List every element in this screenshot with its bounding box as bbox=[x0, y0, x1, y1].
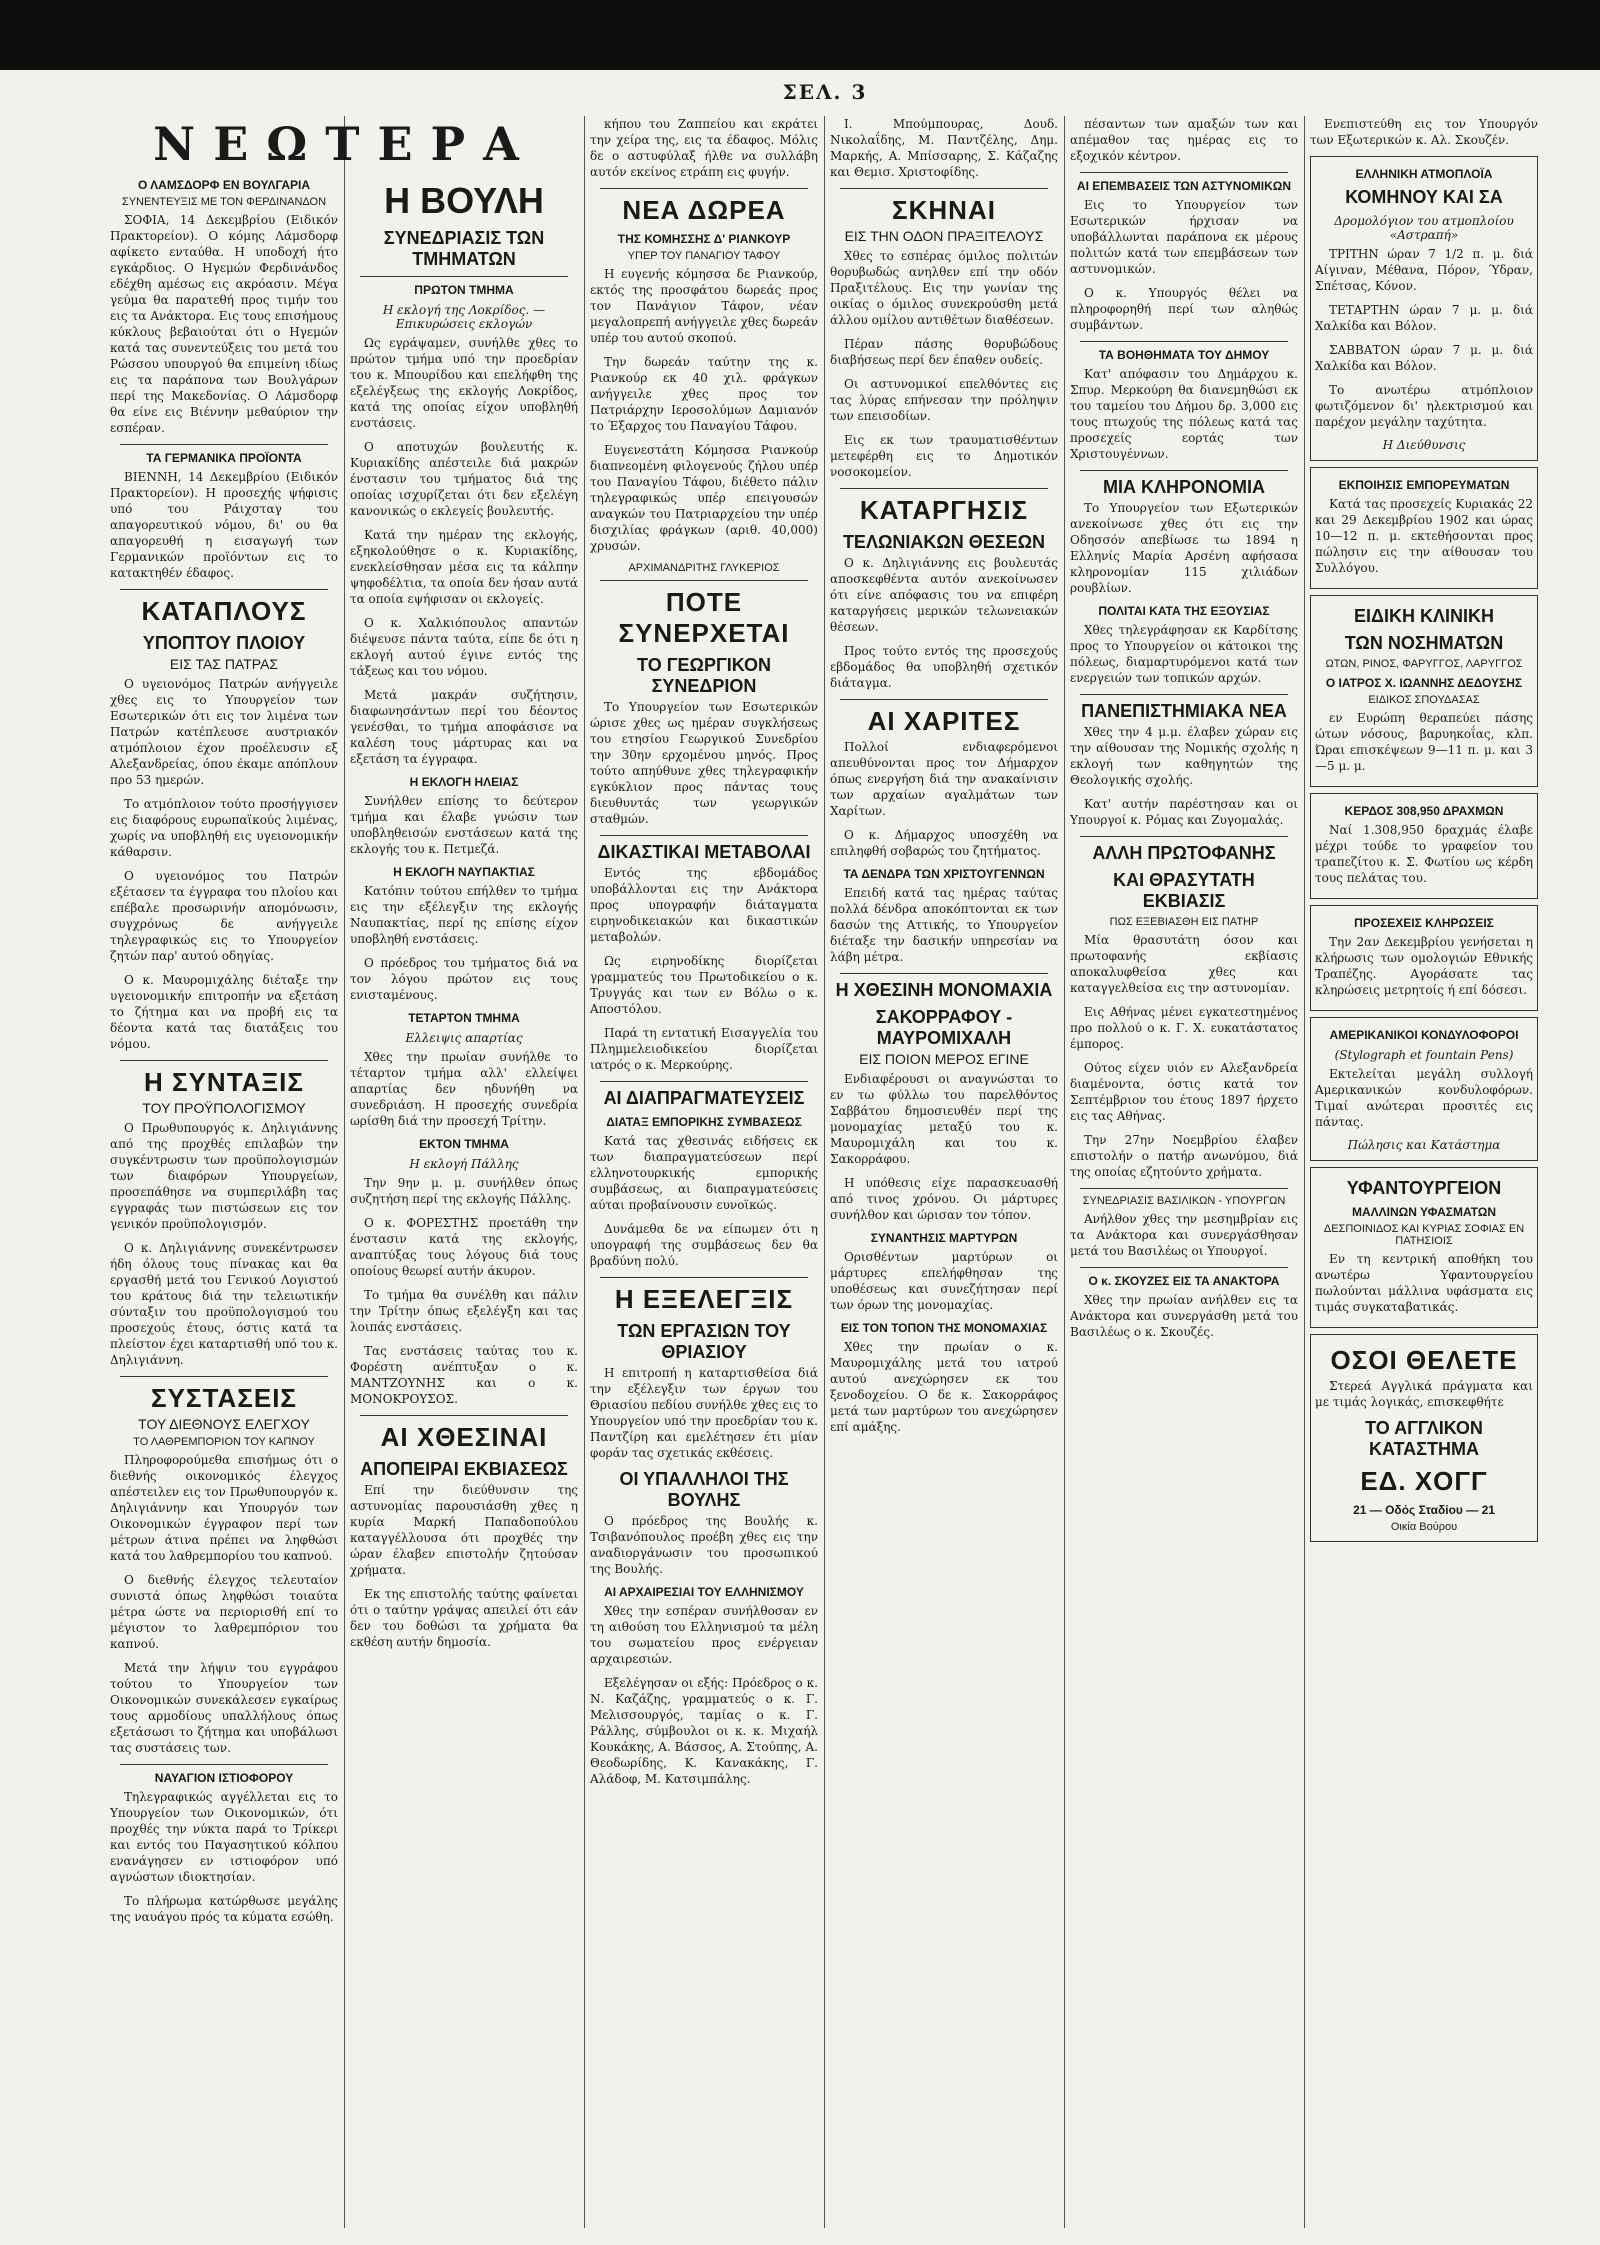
article-text: Παρά τη εντατική Εισαγγελία του Πλημμελειοδικείου διορίζεται ιατρός ο κ. Μερκούρης. bbox=[590, 1026, 818, 1072]
ad-steamship bbox=[1310, 156, 1538, 461]
headline: ΜΙΑ ΚΛΗΡΟΝΟΜΙΑ bbox=[1103, 477, 1265, 497]
article-text: Ορισθέντων μαρτύρων οι μάρτυρες επελήφθησαν της υποθέσεως και συνεζήτησαν περί των όρων της μονομαχίας. bbox=[830, 1250, 1058, 1312]
divider bbox=[120, 1764, 328, 1765]
ad-heading: ΟΣΟΙ ΘΕΛΕΤΕ bbox=[1330, 1345, 1518, 1375]
column-3 bbox=[590, 116, 818, 2228]
section-heading: ΕΚΤΟΝ ΤΜΗΜΑ bbox=[419, 1137, 509, 1151]
article-text: Τηλεγραφικώς αγγέλλεται εις το Υπουργείον των Οικονομικών, ότι προχθές την νύκτα παρά το Τρίκερι και εντός του Παγασητικού κόλπου ενανάγησεν εν ιστιοφόρον υπό αγνώστων ιδιοκτησίαν. bbox=[110, 1790, 338, 1884]
divider bbox=[840, 973, 1048, 974]
headline: ΚΑΤΑΡΓΗΣΙΣ bbox=[859, 495, 1029, 525]
subheadline: ΤΩΝ ΕΡΓΑΣΙΩΝ ΤΟΥ ΘΡΙΑΣΙΟΥ bbox=[617, 1321, 791, 1362]
article-text: Μετά μακράν συζήτησιν, διαφωνησάντων περί του δέοντος γενέσθαι, το τμήμα αποφάσισε να καλέση τους μάρτυρας και να εξετάση τα έγγραφα. bbox=[350, 688, 578, 766]
article-text: Εις εκ των τραυματισθέντων μετεφέρθη εις το Δημοτικόν νοσοκομείον. bbox=[830, 433, 1058, 479]
masthead: ΝΕΩΤΕΡΑ bbox=[153, 117, 537, 171]
ad-heading: ΕΙΔΙΚΗ ΚΛΙΝΙΚΗ bbox=[1354, 606, 1494, 626]
divider bbox=[600, 1081, 808, 1082]
headline: ΤΑ ΔΕΝΔΡΑ ΤΩΝ ΧΡΙΣΤΟΥΓΕΝΝΩΝ bbox=[843, 867, 1045, 881]
ad-lottery bbox=[1310, 905, 1538, 1011]
ad-heading: ΚΟΜΗΝΟΥ ΚΑΙ ΣΑ bbox=[1345, 187, 1503, 207]
subheadline: ΣΑΚΟΡΡΑΦΟΥ - ΜΑΥΡΟΜΙΧΑΛΗ bbox=[875, 1007, 1013, 1048]
subheadline: ΣΥΝΕΔΡΙΑΣΙΣ ΤΩΝ ΤΜΗΜΑΤΩΝ bbox=[383, 228, 545, 269]
article-text: ΣΟΦΙΑ, 14 Δεκεμβρίου (Ειδικόν Πρακτορείον). Ο κόμης Λάμσδορφ αφίκετο ενταύθα. Η υποδοχή ήτο εγκάρδιος. Ο Ηγεμών Φερδινάνδος εδέχθη αμέσως εις ακρόασιν. Μέγα γεύμα θα παρατεθή προς τιμήν του εις τα Ανάκτορα. Εις τους επισήμους κύκλους βεβαιούται ότι ο Ηγεμών κατά τας συνεντεύξεις του μετά του Ρώσσου υπουργού θα επιμείνη ιδίως εις τα παράπονα των Βουλγάρων περί της Μακεδονίας. Ο Λάμσδορφ θα είνε εις Βιέννην μεθαύριον την εσπέραν. bbox=[110, 213, 338, 435]
divider bbox=[1080, 470, 1288, 471]
column-2 bbox=[350, 174, 578, 2228]
section-heading: ΤΕΤΑΡΤΟΝ ΤΜΗΜΑ bbox=[408, 1011, 520, 1025]
headline: Η ΒΟΥΛΗ bbox=[384, 180, 544, 221]
ad-subheading: Δρομολόγιον του ατμοπλοίου «Αστραπή» bbox=[1334, 214, 1514, 242]
article-text: Χθες την εσπέραν συνήλθοσαν εν τη αιθούση του Ελληνισμού τα μέλη του σωματείου προς ενέργειαν αρχαιρεσιών. bbox=[590, 1604, 818, 1666]
ad-text: Στερεά Αγγλικά πράγματα και με τιμάς λογικάς, επισκεφθήτε bbox=[1315, 1379, 1533, 1409]
article-text: Ενδιαφέρουσι οι αναγνώσται το εν τω φύλλω του παρελθόντος Σαββάτου δημοσιευθέν περί της μονομαχίας μεταξύ του κ. Μαυρομιχάλη και του κ. Σακορράφου. bbox=[830, 1072, 1058, 1166]
article-text: Ο κ. ΦΟΡΕΣΤΗΣ προετάθη την ένστασιν κατά της εκλογής, αναπτύξας τους λόγους διά τους οποίους θεωρεί αυτήν άκυρον. bbox=[350, 1216, 578, 1278]
subheadline: ΚΑΙ ΘΡΑΣΥΤΑΤΗ ΕΚΒΙΑΣΙΣ bbox=[1113, 870, 1255, 911]
article-text: Το ατμόπλοιον τούτο προσήγγισεν εις διαφόρους ευρωπαϊκούς λιμένας, χωρίς να υποβληθή εις υγειονομικήν κάθαρσιν. bbox=[110, 797, 338, 859]
ad-text: Την 2αν Δεκεμβρίου γενήσεται η κλήρωσις των ομολογιών Εθνικής Τραπέζης. Αγοράσατε τας κληρώσεις μετρητοίς ή επί δόσεσι. bbox=[1315, 935, 1533, 997]
divider bbox=[1080, 694, 1288, 695]
headline: ΑΙ ΑΡΧΑΙΡΕΣΙΑΙ ΤΟΥ ΕΛΛΗΝΙΣΜΟΥ bbox=[604, 1585, 804, 1599]
subheadline: ΑΠΟΠΕΙΡΑΙ ΕΚΒΙΑΣΕΩΣ bbox=[360, 1459, 568, 1479]
headline: ΟΙ ΥΠΑΛΛΗΛΟΙ ΤΗΣ ΒΟΥΛΗΣ bbox=[619, 1469, 789, 1510]
page-number: ΣΕΛ. 3 bbox=[782, 80, 868, 104]
article-text: Δυνάμεθα δε να είπωμεν ότι η υπογραφή της συμβάσεως δεν θα βραδύνη πολύ. bbox=[590, 1222, 818, 1268]
divider bbox=[600, 580, 808, 581]
headline: ΠΑΝΕΠΙΣΤΗΜΙΑΚΑ ΝΕΑ bbox=[1081, 701, 1287, 721]
divider bbox=[1080, 1267, 1288, 1268]
ad-pens bbox=[1310, 1017, 1538, 1161]
ad-text: Εν τη κεντρική αποθήκη του ανωτέρω Υφαντουργείου πωλούνται μάλλινα υφάσματα εις τιμάς συγκαταβατικάς. bbox=[1315, 1252, 1533, 1314]
article-text: Μία θρασυτάτη όσον και πρωτοφανής εκβίασις αποκαλυφθείσα χθες και καταγγελθείσα εις την αστυνομίαν. bbox=[1070, 933, 1298, 995]
signature: ΑΡΧΙΜΑΝΔΡΙΤΗΣ ΓΛΥΚΕΡΙΟΣ bbox=[628, 562, 780, 574]
headline: ΑΛΛΗ ΠΡΩΤΟΦΑΝΗΣ bbox=[1092, 843, 1276, 863]
ad-heading: ΠΡΟΣΕΧΕΙΣ ΚΛΗΡΩΣΕΙΣ bbox=[1354, 916, 1494, 930]
divider bbox=[120, 589, 328, 590]
article-text: Το Υπουργείον των Εσωτερικών ώρισε χθες ως ημέραν συγκλήσεως του ετησίου Γεωργικού Συνεδρίου την 30ην ερχομένου μηνός. Προς τούτο απηύθυνε χθες τηλεγραφικήν εγκύκλιον προς πάντας τους διευθυντάς των γεωργικών σταθμών. bbox=[590, 700, 818, 826]
divider bbox=[600, 835, 808, 836]
subheadline: ΕΙΣ ΤΑΣ ΠΑΤΡΑΣ bbox=[169, 656, 279, 672]
column-rule bbox=[344, 116, 345, 2228]
article-text: Πολλοί ενδιαφερόμενοι απευθύνονται προς τον Δήμαρχον όπως ενεργήση διά την ανακαίνισιν των αρχαίων αγαλμάτων των Χαρίτων. bbox=[830, 740, 1058, 818]
subheadline: ΤΟΥ ΔΙΕΘΝΟΥΣ ΕΛΕΓΧΟΥ bbox=[138, 1416, 310, 1432]
article-text: Την δωρεάν ταύτην της κ. Ριανκούρ εκ 40 χιλ. φράγκων ανήγγειλε χθες προς τον Πατριάρχην Ιεροσολύμων Δαμιανόν το Έξαρχος του Παναγίου Τάφου. bbox=[590, 355, 818, 433]
headline: ΣΚΗΝΑΙ bbox=[892, 195, 996, 225]
article-text: Την 27ην Νοεμβρίου έλαβεν επιστολήν ο πατήρ ανωνύμου, διά της οποίας εζητούντο χρήματα. bbox=[1070, 1133, 1298, 1179]
ad-signature: Πώλησις και Κατάστημα bbox=[1347, 1138, 1501, 1152]
ad-text: ΤΡΙΤΗΝ ώραν 7 1/2 π. μ. διά Αίγιναν, Μέθανα, Πόρον, Ύδραν, Σπέτσας, Κόνον. bbox=[1315, 247, 1533, 293]
article-text: πέσαντων των αμαξών των και απέμαθον τας ημέρας εις το εξοχικόν κέντρον. bbox=[1070, 117, 1298, 163]
column-rule bbox=[1304, 116, 1305, 2228]
divider bbox=[360, 276, 568, 277]
article-text: Η υπόθεσις είχε παρασκευασθή από τινος χρόνου. Οι μάρτυρες συνήλθον και ώρισαν τον τόπον. bbox=[830, 1176, 1058, 1222]
article-text: Ο Πρωθυπουργός κ. Δηλιγιάννης από της προχθές επιλαβών την συγκέντρωσιν των προϋπολογισμών των διαφόρων Υπουργείων, προσεπάθησε να συμπεριλάβη τας εγγραφάς των πιστώσεων εις τον γενικόν προϋπολογισμόν. bbox=[110, 1121, 338, 1231]
article-text: Ο κ. Δηλιγιάννης συνεκέντρωσεν ήδη όλους τους πίνακας και θα εργασθή μετά του Γενικού Λογιστού του κράτους διά την τελειωτικήν σύνταξιν του προϋπολογισμού του προσεχούς έτους, όστις κατά τα πλείστον έχει καταρτισθή υπό του κ. Δηλιγιάννη. bbox=[110, 1241, 338, 1367]
subheadline: ΤΕΛΩΝΙΑΚΩΝ ΘΕΣΕΩΝ bbox=[842, 532, 1046, 552]
ad-subheading: ΕΙΔΙΚΟΣ ΣΠΟΥΔΑΣΑΣ bbox=[1368, 694, 1480, 706]
ad-english-shop bbox=[1310, 1334, 1538, 1542]
ad-heading: ΕΛΛΗΝΙΚΗ ΑΤΜΟΠΛΟΪΑ bbox=[1355, 167, 1493, 181]
column-4 bbox=[830, 116, 1058, 2228]
divider bbox=[840, 488, 1048, 489]
section-heading: ΕΙΣ ΤΟΝ ΤΟΠΟΝ ΤΗΣ ΜΟΝΟΜΑΧΙΑΣ bbox=[840, 1321, 1048, 1335]
article-text: Ι. Μπούμπουρας, Δουδ. Νικολαΐδης, Μ. Παντζέλης, Δημ. Μαρκής, Α. Μπίσσαρης, Σ. Κάζαζης και Θεμισ. Χριστοφίδης. bbox=[830, 117, 1058, 179]
subheadline: ΕΙΣ ΤΗΝ ΟΔΟΝ ΠΡΑΞΙΤΕΛΟΥΣ bbox=[844, 228, 1044, 244]
article-text: Προς τούτο εντός της προσεχούς εβδομάδος θα υποβληθή σχετικόν διάταγμα. bbox=[830, 644, 1058, 690]
subheadline: ΤΟΥ ΠΡΟΫΠΟΛΟΓΙΣΜΟΥ bbox=[142, 1100, 306, 1116]
article-text: Κατόπιν τούτου επήλθεν το τμήμα εις την εξέλεγξιν της εκλογής Ναυπακτίας, περί ης επίσης είχον υποβληθή ενστάσεις. bbox=[350, 884, 578, 946]
article-text: Ο κ. Δηλιγιάννης εις βουλευτάς αποσκεφθέντα αυτόν ανεκοίνωσεν ότι είνε απόφασις του να επιφέρη καταργήσεις μερικών τελωνειακών θέσεων. bbox=[830, 556, 1058, 634]
ad-subheading: Ο ΙΑΤΡΟΣ Χ. ΙΩΑΝΝΗΣ ΔΕΔΟΥΣΗΣ bbox=[1325, 676, 1523, 690]
ad-heading: ΥΦΑΝΤΟΥΡΓΕΙΟΝ bbox=[1346, 1178, 1502, 1198]
ad-heading: ΕΔ. ΧΟΓΓ bbox=[1360, 1466, 1488, 1496]
ad-subheading: ΩΤΩΝ, ΡΙΝΟΣ, ΦΑΡΥΓΓΟΣ, ΛΑΡΥΓΓΟΣ bbox=[1325, 658, 1523, 670]
article-text: Ο διεθνής έλεγχος τελευταίον συνιστά όπως ληφθώσι τοιαύτα μέτρα ώστε να περιορισθή επί το μέγιστον το λαθρεμπόριον του καπνού. bbox=[110, 1573, 338, 1651]
divider bbox=[120, 1060, 328, 1061]
article-text: Ο κ. Χαλκιόπουλος απαντών διέψευσε πάντα ταύτα, είπε δε ότι η εκλογή αυτού έγινε εντός της τάξεως και του νόμου. bbox=[350, 616, 578, 678]
subheadline: ΥΠΟΠΤΟΥ ΠΛΟΙΟΥ bbox=[142, 633, 306, 653]
headline: Η ΣΥΝΤΑΞΙΣ bbox=[143, 1067, 304, 1097]
article-text: Το Υπουργείον των Εξωτερικών ανεκοίνωσε χθες ότι εις την Οδησσόν απεβίωσε τω 1894 η Ελληνίς Μαρία Αρσένη αφήσασα κληρονομίαν 115 χιλιάδων ρουβλίων. bbox=[1070, 501, 1298, 595]
article-text: Ως εγράψαμεν, συνήλθε χθες το πρώτον τμήμα υπό την προεδρίαν του κ. Μπουρίδου και επελήφθη της εξελέγξεως της εκλογής Λοκρίδος, κατά της οποίας είχον υποβληθή ενστάσεις. bbox=[350, 336, 578, 430]
ad-text: Εκτελείται μεγάλη συλλογή Αμερικανικών κονδυλοφόρων. Τιμαί ανώτεραι προσιτές εις πάντας. bbox=[1315, 1067, 1533, 1129]
article-text: Τας ενστάσεις ταύτας του κ. Φορέστη ανέπτυξαν ο κ. ΜΑΝΤΖΟΥΝΗΣ και ο κ. ΜΟΝΟΚΡΟΥΣΟΣ. bbox=[350, 1344, 578, 1406]
article-text: Η ευγενής κόμησσα δε Ριανκούρ, εκτός της προσφάτου δωρεάς προς τον Πανάγιον Τάφον, νέαν μεγαλοπρεπή ανήγγειλε χθες δωρεάν υπέρ του αυτού σκοπού. bbox=[590, 267, 818, 345]
subheadline: ΠΩΣ ΕΞΕΒΙΑΣΘΗ ΕΙΣ ΠΑΤΗΡ bbox=[1109, 916, 1259, 928]
section-heading: Η ΕΚΛΟΓΗ ΝΑΥΠΑΚΤΙΑΣ bbox=[393, 865, 535, 879]
ad-profit bbox=[1310, 793, 1538, 899]
ad-clinic bbox=[1310, 595, 1538, 787]
headline: ΠΟΤΕ ΣΥΝΕΡΧΕΤΑΙ bbox=[618, 587, 790, 648]
headline: ΝΕΑ ΔΩΡΕΑ bbox=[622, 195, 786, 225]
article-text: Πληροφορούμεθα επισήμως ότι ο διεθνής οικονομικός έλεγχος απέστειλεν εις τον Πρωθυπουργόν κ. Δηλιγιάννην και Υπουργόν των Οικονομικών έγγραφον περί των μέτρων άτινα πρέπει να ληφθώσι κατά του λαθρεμπορίου του καπνού. bbox=[110, 1453, 338, 1563]
ad-text: Κατά τας προσεχείς Κυριακάς 22 και 29 Δεκεμβρίου 1902 και ώρας 10—12 π. μ. εκτεθήσονται προς πώλησιν εις την αίθουσαν του Συλλόγου. bbox=[1315, 497, 1533, 575]
ad-heading: ΑΜΕΡΙΚΑΝΙΚΟΙ ΚΟΝΔΥΛΟΦΟΡΟΙ bbox=[1329, 1028, 1519, 1042]
headline: ΑΙ ΧΑΡΙΤΕΣ bbox=[867, 706, 1021, 736]
article-text: Ο κ. Υπουργός θέλει να πληροφορηθή περί των αληθώς συμβάντων. bbox=[1070, 286, 1298, 332]
headline: ΣΥΣΤΑΣΕΙΣ bbox=[150, 1383, 298, 1413]
divider bbox=[120, 444, 328, 445]
ad-heading: ΤΩΝ ΝΟΣΗΜΑΤΩΝ bbox=[1344, 633, 1504, 653]
article-text: Πέραν πάσης θορυβώδους διαβήσεως περί δεν έπαθεν ουδείς. bbox=[830, 337, 1058, 367]
headline: ΚΑΤΑΠΛΟΥΣ bbox=[141, 596, 307, 626]
headline: ΑΙ ΔΙΑΠΡΑΓΜΑΤΕΥΣΕΙΣ bbox=[603, 1088, 805, 1108]
divider bbox=[360, 1415, 568, 1416]
subheadline: ΤΗΣ ΚΟΜΗΣΣΗΣ Δ' ΡΙΑΝΚΟΥΡ bbox=[617, 232, 791, 246]
headline: Η ΧΘΕΣΙΝΗ ΜΟΝΟΜΑΧΙΑ bbox=[835, 980, 1053, 1000]
column-rule bbox=[824, 116, 825, 2228]
section-subheading: Ελλειψις απαρτίας bbox=[405, 1031, 523, 1045]
ad-heading: ΕΚΠΟΙΗΣΙΣ ΕΜΠΟΡΕΥΜΑΤΩΝ bbox=[1338, 478, 1510, 492]
article-text: κήπου του Ζαππείου και εκράτει την χείρα της, εις τα έδαφος. Μόλις δε ο αστυφύλαξ ήλθε να συλλάβη αυτόν εκείνος ετράπη εις φυγήν. bbox=[590, 117, 818, 179]
divider bbox=[600, 188, 808, 189]
article-text: Ο πρόεδρος του τμήματος διά να τον λόγου πρώτον εις τους ενισταμένους. bbox=[350, 956, 578, 1002]
article-text: Ως ειρηνοδίκης διορίζεται γραμματεύς του Πρωτοδικείου ο κ. Τρυγγάς και των εν Βόλω ο κ. Αποστόλου. bbox=[590, 954, 818, 1016]
ad-heading: ΜΑΛΛΙΝΩΝ ΥΦΑΣΜΑΤΩΝ bbox=[1351, 1205, 1497, 1219]
divider bbox=[840, 699, 1048, 700]
ad-heading: ΚΕΡΔΟΣ 308,950 ΔΡΑΧΜΩΝ bbox=[1344, 804, 1504, 818]
article-text: Επί την διεύθυνσιν της αστυνομίας παρουσιάσθη χθες η κυρία Μαρκή Παπαδοπούλου καταγγέλλουσα ότι προχθές την ώραν έλαβεν επιστολήν ζητούσαν χρήματα. bbox=[350, 1483, 578, 1577]
headline: ΝΑΥΑΓΙΟΝ ΙΣΤΙΟΦΟΡΟΥ bbox=[154, 1771, 294, 1785]
subheadline: ΔΙΑΤΑΞ ΕΜΠΟΡΙΚΗΣ ΣΥΜΒΑΣΕΩΣ bbox=[606, 1115, 802, 1129]
ad-subheading: ΔΕΣΠΟΙΝΙΔΟΣ ΚΑΙ ΚΥΡΙΑΣ ΣΟΦΙΑΣ ΕΝ ΠΑΤΗΣΙΟΙΣ bbox=[1323, 1223, 1525, 1247]
top-black-band bbox=[0, 0, 1600, 70]
subheadline: ΣΥΝΕΝΤΕΥΞΙΣ ΜΕ ΤΟΝ ΦΕΡΔΙΝΑΝΔΟΝ bbox=[121, 196, 327, 208]
ad-heading: ΤΟ ΑΓΓΛΙΚΟΝ ΚΑΤΑΣΤΗΜΑ bbox=[1365, 1418, 1483, 1459]
article-text: ΒΙΕΝΝΗ, 14 Δεκεμβρίου (Ειδικόν Πρακτορείον). Η προσεχής ψήφισις υπό του Ράιχσταγ του απαγορευτικού νόμου, δι' ου θα απαγορευθή η εισαγωγή των Γερμανικών προϊόντων εις το κατακτηθέν έδαφος. bbox=[110, 470, 338, 580]
article-text: Χθες την 4 μ.μ. έλαβεν χώραν εις την αίθουσαν της Νομικής σχολής η εκλογή των καθηγητών της Θεολογικής σχολής. bbox=[1070, 725, 1298, 787]
divider bbox=[1080, 1188, 1288, 1189]
article-text: Ούτος είχεν υιόν εν Αλεξανδρεία διαμένοντα, όστις κατά τον Σεπτέμβριον του έτους 1897 ήρχετο εις τας Αθήνας. bbox=[1070, 1061, 1298, 1123]
article-text: Την 9ην μ. μ. συνήλθεν όπως συζητήση περί της εκλογής Πάλλης. bbox=[350, 1176, 578, 1206]
ad-textile bbox=[1310, 1167, 1538, 1328]
article-text: Ο κ. Μαυρομιχάλης διέταξε την υγειονομικήν επιτροπήν να εξετάση το ζήτημα και να προβή εις τα δέοντα κατά τας διατάξεις του νόμου. bbox=[110, 973, 338, 1051]
article-text: Χθες την πρωίαν ανήλθεν εις τα Ανάκτορα και συνεργάσθη μετά του Βασιλέως ο κ. Σκουζές. bbox=[1070, 1293, 1298, 1339]
ad-text: ΣΑΒΒΑΤΟΝ ώραν 7 μ. μ. διά Χαλκίδα και Βόλον. bbox=[1315, 343, 1533, 373]
ad-auction bbox=[1310, 467, 1538, 589]
subheadline: ΤΟ ΓΕΩΡΓΙΚΟΝ ΣΥΝΕΔΡΙΟΝ bbox=[637, 655, 771, 696]
article-text: Χθες την πρωίαν συνήλθε το τέταρτον τμήμα αλλ' ελλείψει απαρτίας δεν ηδυνήθη να συνεδριάση. Η προσεχής συνεδρία ωρίσθη διά την προσεχή Τρίτην. bbox=[350, 1050, 578, 1128]
column-5 bbox=[1070, 116, 1298, 2228]
article-text: Ανήλθον χθες την μεσημβρίαν εις τα Ανάκτορα και συνεργάσθησαν μετά του Βασιλέως οι Υπουργοί. bbox=[1070, 1212, 1298, 1258]
article-text: Εις Αθήνας μένει εγκατεστημένος προ πολλού ο κ. Γ. Χ. ευκατάστατος έμπορος. bbox=[1070, 1005, 1298, 1051]
article-text: Ενεπιστεύθη εις τον Υπουργόν των Εξωτερικών κ. Αλ. Σκουζέν. bbox=[1310, 117, 1538, 147]
column-6 bbox=[1310, 116, 1538, 2228]
ad-text: Ναί 1.308,950 δραχμάς έλαβε μέχρι τούδε το γραφείον του τραπεζίτου κ. Σ. Φωτίου ως κέρδη τους πελάτας του. bbox=[1315, 823, 1533, 885]
article-text: Μετά την λήψιν του εγγράφου τούτου το Υπουργείον των Οικονομικών συνεκάλεσεν εγκαίρως τους αρμοδίους υπαλλήλους όπως εξετάσωσι το ζήτημα και υποβάλωσι τας συστάσεις των. bbox=[110, 1661, 338, 1755]
ad-text: εν Ευρώπη θεραπεύει πάσης ώτων νόσους, βαρυηκοΐας, κλπ. Ώραι επισκέψεων 9—11 π. μ. και 3—5 μ. μ. bbox=[1315, 711, 1533, 773]
headline: ΠΟΛΙΤΑΙ ΚΑΤΑ ΤΗΣ ΕΞΟΥΣΙΑΣ bbox=[1098, 604, 1270, 618]
article-text: Συνήλθεν επίσης το δεύτερον τμήμα και έλαβε γνώσιν των υποβληθεισών ενστάσεων κατά της εκλογής του κ. Πετμεζά. bbox=[350, 794, 578, 856]
headline: ΣΥΝΕΔΡΙΑΣΙΣ ΒΑΣΙΛΙΚΩΝ - ΥΠΟΥΡΓΩΝ bbox=[1082, 1195, 1286, 1207]
headline: Η ΕΞΕΛΕΓΞΙΣ bbox=[614, 1284, 794, 1314]
article-text: Χθες την πρωίαν ο κ. Μαυρομιχάλης μετά του ιατρού αυτού ανεχώρησεν εκ του ξενοδοχείου. Ο δε κ. Σακορράφος μετά των μαρτύρων του ανεχώρησεν επί αμάξης. bbox=[830, 1340, 1058, 1434]
section-heading: ΣΥΝΑΝΤΗΣΙΣ ΜΑΡΤΥΡΩΝ bbox=[870, 1231, 1018, 1245]
headline: ΤΑ ΓΕΡΜΑΝΙΚΑ ΠΡΟΪΟΝΤΑ bbox=[146, 451, 302, 465]
article-text: Οι αστυνομικοί επελθόντες εις τας λύρας επήνεσαν την πρόληψιν των επεισοδίων. bbox=[830, 377, 1058, 423]
divider bbox=[1080, 836, 1288, 837]
article-text: Εξελέγησαν οι εξής: Πρόεδρος ο κ. Ν. Καζάζης, γραμματεύς ο κ. Γ. Μελισσουργός, ταμίας ο κ. Γ. Ράλλης, σύμβουλοι οι κ. κ. Μιχαήλ Κουκάκης, Α. Βάσσος, Α. Στούπης, Α. Θεοδωρίδης, Κ. Κανακάκης, Γ. Αλάδοφ, Μ. Κατσιμπάλης. bbox=[590, 1676, 818, 1786]
headline: ΑΙ ΧΘΕΣΙΝΑΙ bbox=[380, 1422, 548, 1452]
article-text: Κατ' απόφασιν του Δημάρχου κ. Σπυρ. Μερκούρη θα διανεμηθώσι εκ του ταμείου του Δήμου δρ. 3,000 εις τους πτωχούς της πόλεως κατά τας προσεχείς εορτάς των Χριστουγέννων. bbox=[1070, 367, 1298, 461]
article-text: Επειδή κατά τας ημέρας ταύτας πολλά δένδρα αποκόπτονται εκ των δασών της Αττικής, το Υπουργείον διέταξε την δασικήν υπηρεσίαν να λάβη μέτρα. bbox=[830, 886, 1058, 964]
article-text: Ευγενεστάτη Κόμησσα Ριανκούρ διαπνεομένη φιλογενούς ζήλου υπέρ του Παναγίου Τάφου, διέθετο πάλιν τηλεγραφικώς υπέρ επειγουσών αναγκών του Πατριαρχείου την υπέρ δισχιλίας φράγκων (αριθ. 40,000) χρυσών. bbox=[590, 443, 818, 553]
column-rule bbox=[584, 116, 585, 2228]
article-text: Εις το Υπουργείον των Εσωτερικών ήρχισαν να υποβάλλωνται παράπονα εκ μέρους πολιτών κατά των επεμβάσεων των αστυνομικών. bbox=[1070, 198, 1298, 276]
section-subheading: Η εκλογή Πάλλης bbox=[409, 1157, 519, 1171]
divider bbox=[600, 1277, 808, 1278]
section-subheading: Η εκλογή της Λοκρίδος. — Επικυρώσεις εκλογών bbox=[382, 303, 546, 331]
headline: ΤΑ ΒΟΗΘΗΜΑΤΑ ΤΟΥ ΔΗΜΟΥ bbox=[1098, 348, 1270, 362]
column-rule bbox=[1064, 116, 1065, 2228]
section-heading: Η ΕΚΛΟΓΗ ΗΛΕΙΑΣ bbox=[409, 775, 519, 789]
headline: ΔΙΚΑΣΤΙΚΑΙ ΜΕΤΑΒΟΛΑΙ bbox=[597, 842, 811, 862]
article-text: Εντός της εβδομάδος υποβάλλονται εις την Ανάκτορα προς υπογραφήν διάταγματα ειρηνοδικειακών και δικαστικών μεταβολών. bbox=[590, 866, 818, 944]
divider bbox=[1080, 341, 1288, 342]
ad-subheading: (Stylograph et fountain Pens) bbox=[1334, 1048, 1514, 1062]
headline: ΑΙ ΕΠΕΜΒΑΣΕΙΣ ΤΩΝ ΑΣΤΥΝΟΜΙΚΩΝ bbox=[1076, 179, 1292, 193]
ad-address: Οικία Βούρου bbox=[1390, 1521, 1458, 1533]
article-text: Το πλήρωμα κατώρθωσε μεγάλης της ναυάγου πρός τα κύματα εσώθη. bbox=[110, 1894, 338, 1924]
divider bbox=[840, 188, 1048, 189]
article-text: Χθες το εσπέρας όμιλος πολιτών θορυβωδώς ανηλθεν επί την οδόν Πραξιτέλους. Εις την γωνίαν της οικίας ο όμιλος συνεκρούσθη μετά άλλου ομίλου αντιθέτων διαθέσεων. bbox=[830, 249, 1058, 327]
article-text: Κατά τας χθεσινάς ειδήσεις εκ των διαπραγματεύσεων περί ελληνοτουρκικής εμπορικής συμβάσεως, αι διαπραγματεύσεις αύται προβαίνουσιν ευνοϊκώς. bbox=[590, 1134, 818, 1212]
article-text: Κατ' αυτήν παρέστησαν και οι Υπουργοί κ. Ρόμας και Ζυγομαλάς. bbox=[1070, 797, 1298, 827]
article-text: Η επιτροπή η καταρτισθείσα διά την εξέλεγξιν των έργων του Θριασίου πεδίου συνήλθε χθες εις το Υπουργείον υπό την προεδρίαν του κ. Παντζίρη και εμελέτησεν έτι μίαν φοράν τας σχετικάς εκθέσεις. bbox=[590, 1366, 818, 1460]
ad-signature: Η Διεύθυνσις bbox=[1382, 438, 1466, 452]
headline: Ο κ. ΣΚΟΥΖΕΣ ΕΙΣ ΤΑ ΑΝΑΚΤΟΡΑ bbox=[1088, 1274, 1280, 1288]
newspaper-page bbox=[110, 78, 1540, 2228]
subheadline: ΤΟ ΛΑΘΡΕΜΠΟΡΙΟΝ ΤΟΥ ΚΑΠΝΟΥ bbox=[133, 1436, 315, 1448]
ad-text: ΤΕΤΑΡΤΗΝ ώραν 7 μ. μ. διά Χαλκίδα και Βόλον. bbox=[1315, 303, 1533, 333]
divider bbox=[120, 1376, 328, 1377]
article-text: Ο πρόεδρος της Βουλής κ. Τσιβανόπουλος προέβη χθες εις την αναδιοργάνωσιν του προσωπικού της Βουλής. bbox=[590, 1514, 818, 1576]
article-text: Ο αποτυχών βουλευτής κ. Κυριακίδης απέστειλε διά μακρών ένστασιν του τμήματος διά της οποίας ισχυρίζεται ότι δεν εξελέγη κανονικώς ο εκλεγείς βουλευτής. bbox=[350, 440, 578, 518]
divider bbox=[1080, 172, 1288, 173]
article-text: Κατά την ημέραν της εκλογής, εξηκολούθησε ο κ. Κυριακίδης, ενεκλείσθησαν μέσα εις τα κάλπην ψηφοδέλτια, τα οποία δεν ήσαν αυτά τα οποία εψήφισαν οι εκλογείς. bbox=[350, 528, 578, 606]
ad-address: 21 — Οδός Σταδίου — 21 bbox=[1353, 1503, 1495, 1517]
section-heading: ΠΡΩΤΟΝ ΤΜΗΜΑ bbox=[414, 283, 514, 297]
subheadline: ΥΠΕΡ ΤΟΥ ΠΑΝΑΓΙΟΥ ΤΑΦΟΥ bbox=[627, 250, 781, 262]
article-text: Χθες τηλεγράφησαν εκ Καρδίτσης προς το Υπουργείον οι κάτοικοι της πόλεως, διαμαρτυρόμενοι κατά των ενεργειών των τοπικών αρχών. bbox=[1070, 623, 1298, 685]
headline: Ο ΛΑΜΣΔΟΡΦ ΕΝ ΒΟΥΛΓΑΡΙΑ bbox=[137, 178, 311, 192]
subheadline: ΕΙΣ ΠΟΙΟΝ ΜΕΡΟΣ ΕΓΙΝΕ bbox=[859, 1051, 1029, 1067]
article-text: Ο κ. Δήμαρχος υποσχέθη να επιληφθή σοβαρώς του ζητήματος. bbox=[830, 828, 1058, 858]
article-text: Ο υγειονόμος Πατρών ανήγγειλε χθες εις το Υπουργείον των Εσωτερικών ότι εις τον λιμένα των Πατρών κατέπλευσε αυστριακόν ατμόπλοιον έχον προέλευσιν εξ Αλεξανδρείας, όπου έκαμε απόπλουν προ 53 ημερών. bbox=[110, 677, 338, 787]
article-text: Το τμήμα θα συνέλθη και πάλιν την Τρίτην όπως εξελέγξη και τας λοιπάς ενστάσεις. bbox=[350, 1288, 578, 1334]
article-text: Εκ της επιστολής ταύτης φαίνεται ότι ο ταύτην γράψας απειλεί ότι εάν δεν του δοθώσι τα χρήματα θα εκθέση αυτήν δημοσία. bbox=[350, 1587, 578, 1649]
ad-text: Το ανωτέρω ατμόπλοιον φωτιζόμενον δι' ηλεκτρισμού και παρέχον μεγάλην ταχύτητα. bbox=[1315, 383, 1533, 429]
article-text: Ο υγειονόμος του Πατρών εξέτασεν τα έγγραφα του πλοίου και επέβαλε προσωρινήν απομόνωσιν, συγχρόνως δε ανήγγειλε τηλεγραφικώς εις το Υπουργείον ζητών παρ' αυτού οδηγίας. bbox=[110, 869, 338, 963]
